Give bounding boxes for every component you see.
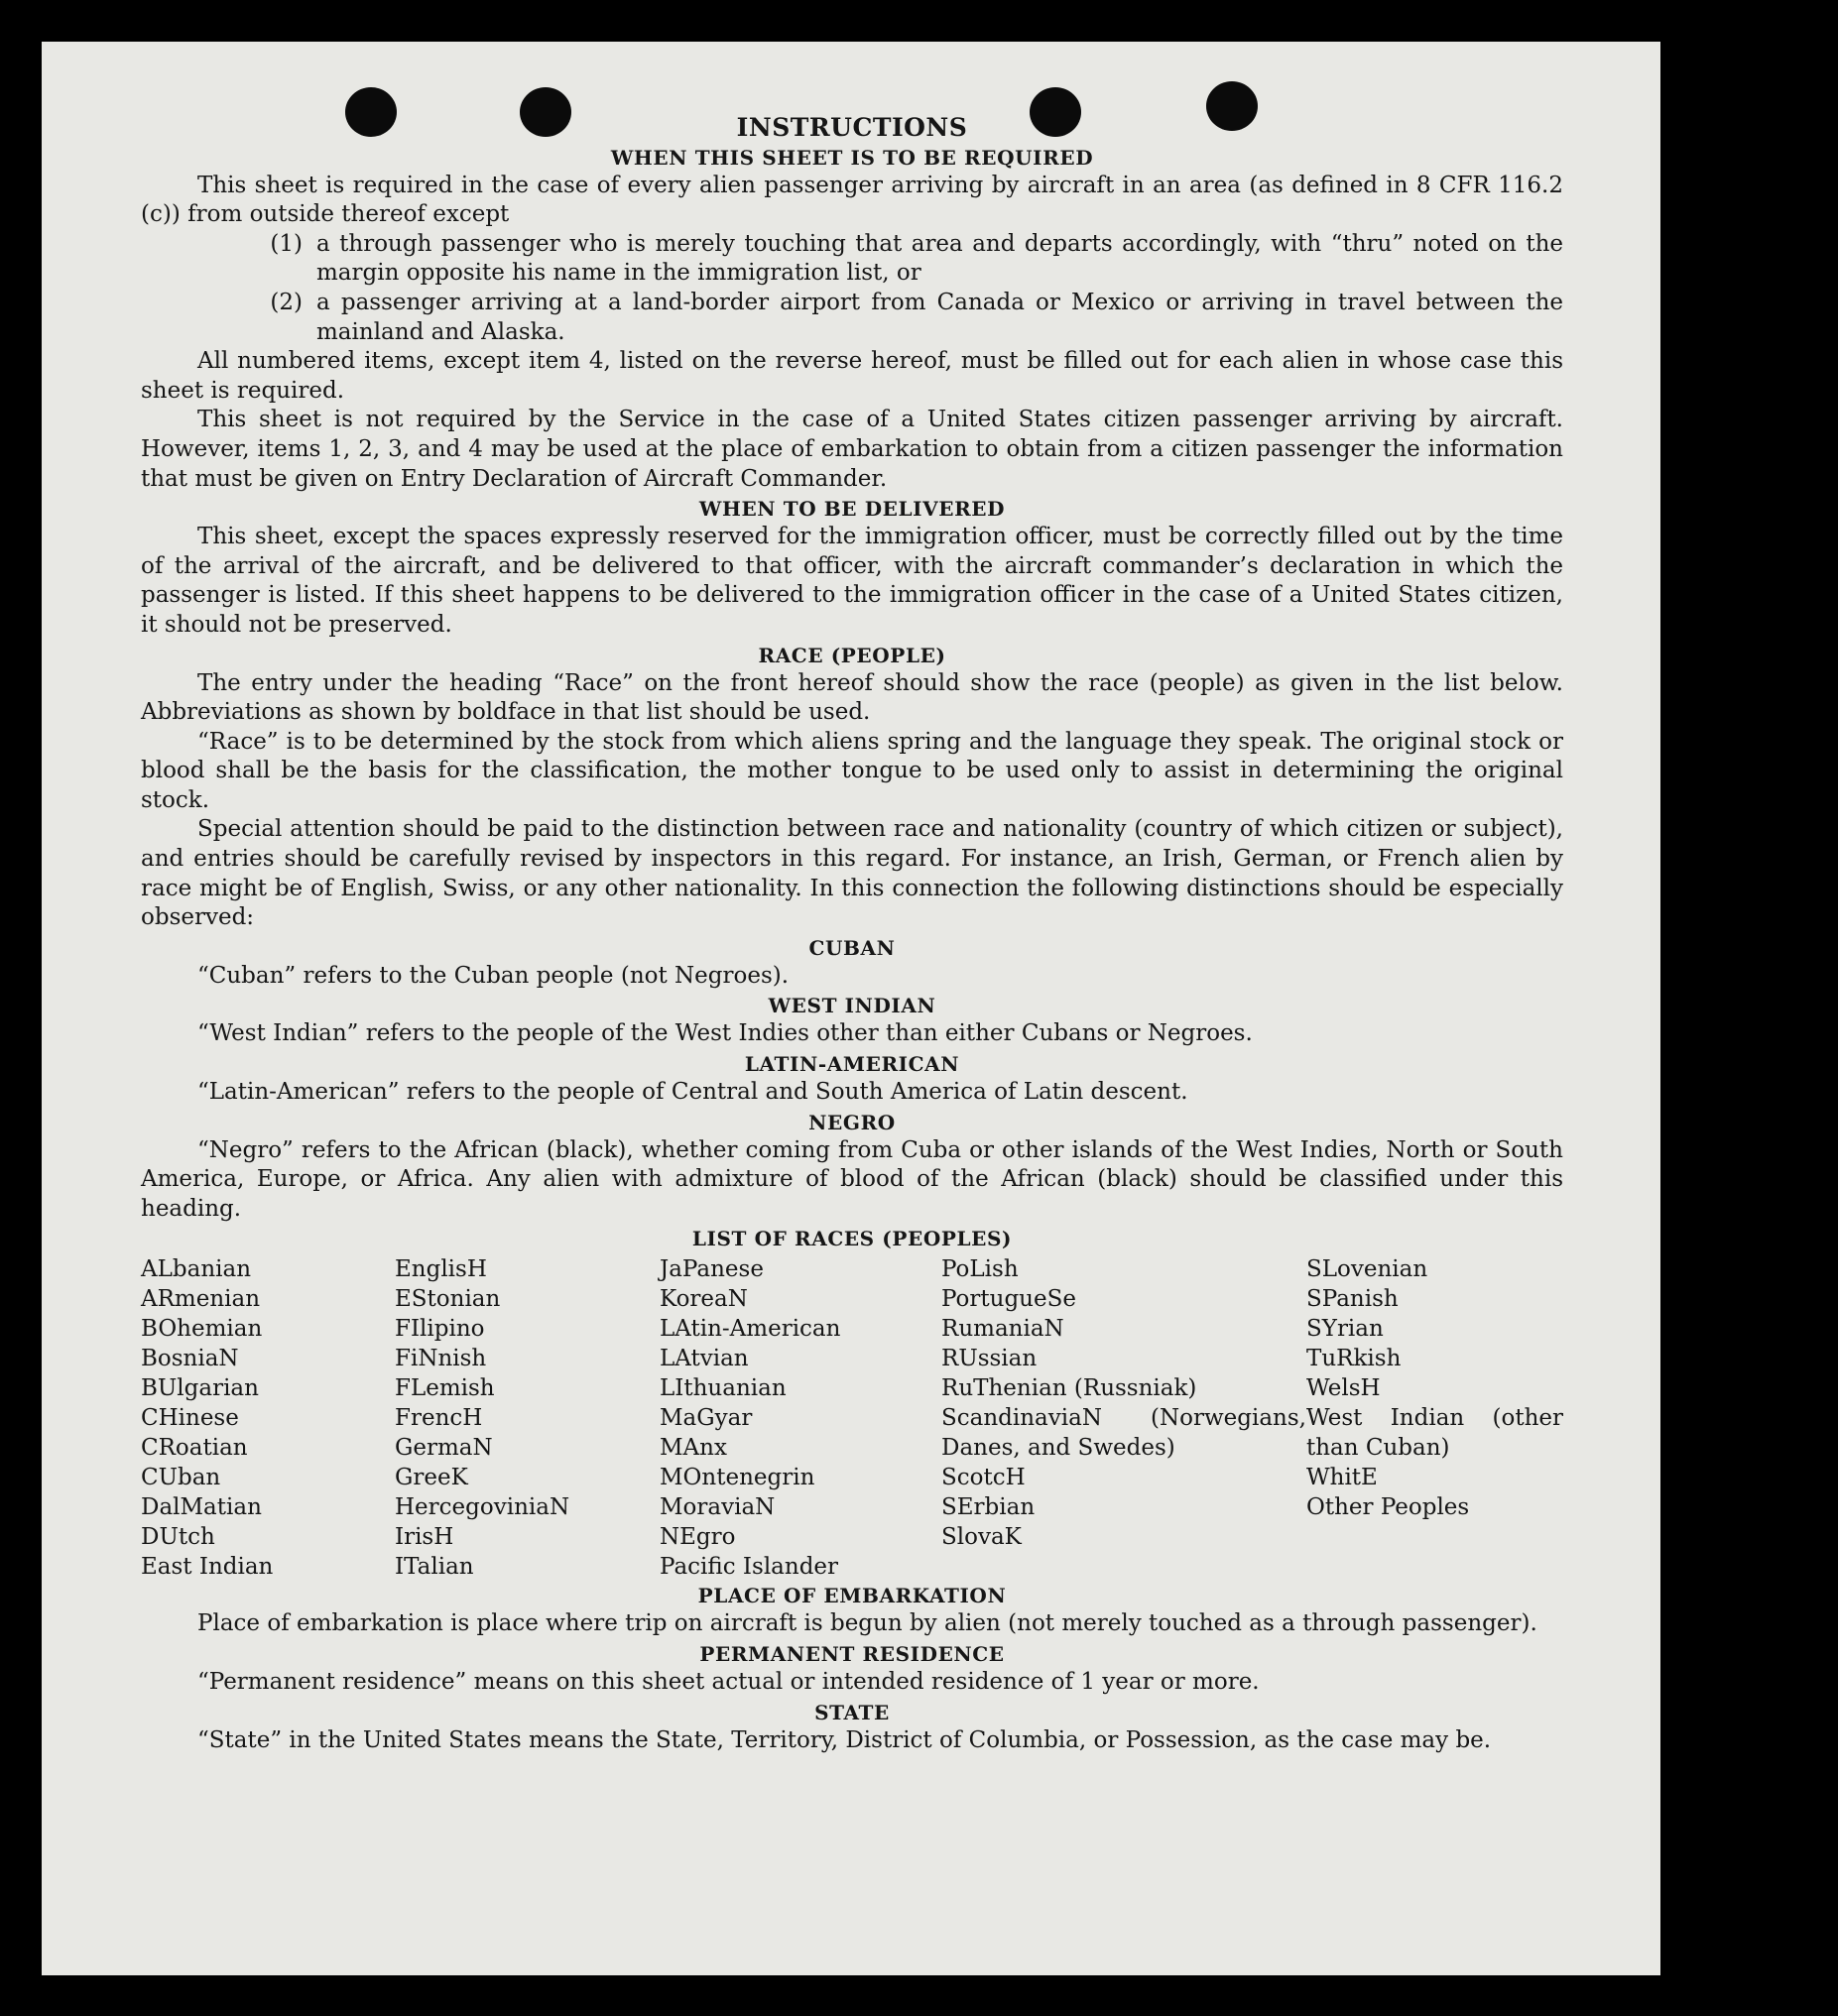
race-item: LIthuanian: [660, 1375, 787, 1402]
section-heading: STATE: [814, 1700, 890, 1724]
paragraph: “Cuban” refers to the Cuban people (not Negroes).: [197, 962, 790, 989]
race-item: DalMatian: [141, 1494, 262, 1521]
section-heading: WEST INDIAN: [768, 994, 936, 1018]
race-item: RUssian: [941, 1346, 1038, 1372]
race-column: [141, 1254, 395, 1582]
item-number: (2): [270, 289, 303, 315]
race-item: IrisH: [395, 1524, 454, 1551]
race-item: East Indian: [141, 1554, 274, 1581]
race-column: [395, 1254, 660, 1582]
race-item: CUban: [141, 1465, 221, 1491]
race-item: West Indian (other than Cuban): [1306, 1405, 1563, 1462]
paragraph: Special attention should be paid to the distinction between race and nationality (country of which citizen or subject), and entries should be carefully revised by inspectors in this regard. For instance, an Irish, German, or French alien by race might be of English, Swiss, or any other nationality. In this connection the following distinctions should be especially observed:: [141, 816, 1563, 931]
race-item: FLemish: [395, 1375, 495, 1402]
race-item: BUlgarian: [141, 1375, 259, 1402]
section-heading: PLACE OF EMBARKATION: [697, 1584, 1007, 1608]
race-item: ALbanian: [141, 1256, 252, 1283]
paragraph: “Permanent residence” means on this sheet actual or intended residence of 1 year or more.: [197, 1669, 1260, 1695]
list-item: [141, 289, 1563, 347]
race-item: MoraviaN: [660, 1494, 776, 1521]
race-column: [660, 1254, 941, 1582]
race-item: MOntenegrin: [660, 1465, 815, 1491]
page-title: INSTRUCTIONS: [736, 113, 968, 142]
race-item: GermaN: [395, 1435, 493, 1462]
race-item: BosniaN: [141, 1346, 239, 1372]
race-item: PoLish: [941, 1256, 1019, 1283]
paragraph: “Race” is to be determined by the stock from which aliens spring and the language they speak. The original stock or blood shall be the basis for the classification, the mother tongue to be used only to assist in determining the original stock.: [141, 728, 1563, 813]
paragraph: “West Indian” refers to the people of the West Indies other than either Cubans or Negroes.: [197, 1020, 1253, 1047]
race-item: JaPanese: [660, 1256, 764, 1283]
paragraph: The entry under the heading “Race” on the front hereof should show the race (people) as given in the list below. Abbreviations as shown by boldface in that list should be used.: [141, 669, 1563, 726]
paragraph: “State” in the United States means the State, Territory, District of Columbia, or Possession, as the case may be.: [197, 1726, 1492, 1753]
race-item: PortugueSe: [941, 1286, 1076, 1313]
race-item: FrencH: [395, 1405, 483, 1432]
race-item: ScandinaviaN (Norwegians, Danes, and Swedes): [941, 1405, 1306, 1462]
race-item: SPanish: [1306, 1286, 1399, 1313]
race-item: GreeK: [395, 1465, 468, 1491]
race-item: FIlipino: [395, 1316, 485, 1343]
race-item: HercegoviniaN: [395, 1494, 570, 1521]
race-item: ScotcH: [941, 1465, 1026, 1491]
race-item: RuThenian (Russniak): [941, 1375, 1197, 1402]
race-item: CHinese: [141, 1405, 239, 1432]
race-item: SYrian: [1306, 1316, 1384, 1343]
race-list: [141, 1254, 1563, 1582]
race-item: ARmenian: [141, 1286, 261, 1313]
race-item: LAtin-American: [660, 1316, 841, 1343]
section-heading: NEGRO: [808, 1110, 896, 1134]
race-item: WelsH: [1306, 1375, 1381, 1402]
paragraph: Place of embarkation is place where trip on aircraft is begun by alien (not merely touched as a through passenger).: [197, 1610, 1537, 1637]
race-item: KoreaN: [660, 1286, 748, 1313]
paragraph: All numbered items, except item 4, listed on the reverse hereof, must be filled out for each alien in whose case this sheet is required.: [141, 348, 1563, 404]
race-item: SErbian: [941, 1494, 1036, 1521]
race-item: BOhemian: [141, 1316, 263, 1343]
race-item: FiNnish: [395, 1346, 487, 1372]
race-item: CRoatian: [141, 1435, 248, 1462]
document-page: [42, 42, 1660, 1975]
race-item: Pacific Islander: [660, 1554, 839, 1581]
race-column: [1306, 1254, 1563, 1582]
race-item: DUtch: [141, 1524, 215, 1551]
race-item: MAnx: [660, 1435, 727, 1462]
section-heading: RACE (PEOPLE): [758, 643, 946, 667]
paragraph: “Latin-American” refers to the people of Central and South America of Latin descent.: [197, 1079, 1188, 1106]
item-text: a passenger arriving at a land-border airport from Canada or Mexico or arriving in travel between the mainland and Alaska.: [316, 289, 1563, 345]
list-item: [141, 230, 1563, 289]
race-column: [941, 1254, 1306, 1582]
paragraph: This sheet, except the spaces expressly reserved for the immigration officer, must be correctly filled out by the time of the arrival of the aircraft, and be delivered to that officer, with the aircraft commander’s declaration in which the passenger is listed. If this sheet happens to be delivered to the immigration officer in the case of a United States citizen, it should not be preserved.: [141, 524, 1563, 638]
race-item: EnglisH: [395, 1256, 487, 1283]
section-heading: LATIN-AMERICAN: [744, 1052, 960, 1077]
section-heading: PERMANENT RESIDENCE: [699, 1642, 1005, 1666]
race-item: Other Peoples: [1306, 1494, 1470, 1521]
paragraph: This sheet is required in the case of every alien passenger arriving by aircraft in an area (as defined in 8 CFR 116.2 (c)) from outside thereof except: [141, 172, 1563, 228]
item-text: a through passenger who is merely touching that area and departs accordingly, with “thru” noted on the margin opposite his name in the immigration list, or: [316, 230, 1563, 287]
race-item: NEgro: [660, 1524, 736, 1551]
section-heading: LIST OF RACES (PEOPLES): [691, 1227, 1013, 1251]
race-item: EStonian: [395, 1286, 501, 1313]
paragraph: “Negro” refers to the African (black), whether coming from Cuba or other islands of the West Indies, North or South America, Europe, or Africa. Any alien with admixture of blood of the African (black) should be classified under this heading.: [141, 1136, 1563, 1222]
race-item: WhitE: [1306, 1465, 1378, 1491]
section-heading: WHEN TO BE DELIVERED: [698, 497, 1006, 522]
section-heading: WHEN THIS SHEET IS TO BE REQUIRED: [610, 145, 1094, 170]
race-item: SLovenian: [1306, 1256, 1428, 1283]
race-item: LAtvian: [660, 1346, 749, 1372]
race-item: ITalian: [395, 1554, 474, 1581]
race-item: MaGyar: [660, 1405, 753, 1432]
item-number: (1): [270, 230, 303, 257]
race-item: TuRkish: [1306, 1346, 1402, 1372]
section-heading: CUBAN: [808, 935, 896, 960]
paragraph: This sheet is not required by the Service in the case of a United States citizen passenger arriving by aircraft. However, items 1, 2, 3, and 4 may be used at the place of embarkation to obtain from a citizen passenger the information that must be given on Entry Declaration of Aircraft Commander.: [141, 407, 1563, 492]
race-item: SlovaK: [941, 1524, 1022, 1551]
instructions-body: [141, 113, 1563, 1755]
race-item: RumaniaN: [941, 1316, 1064, 1343]
